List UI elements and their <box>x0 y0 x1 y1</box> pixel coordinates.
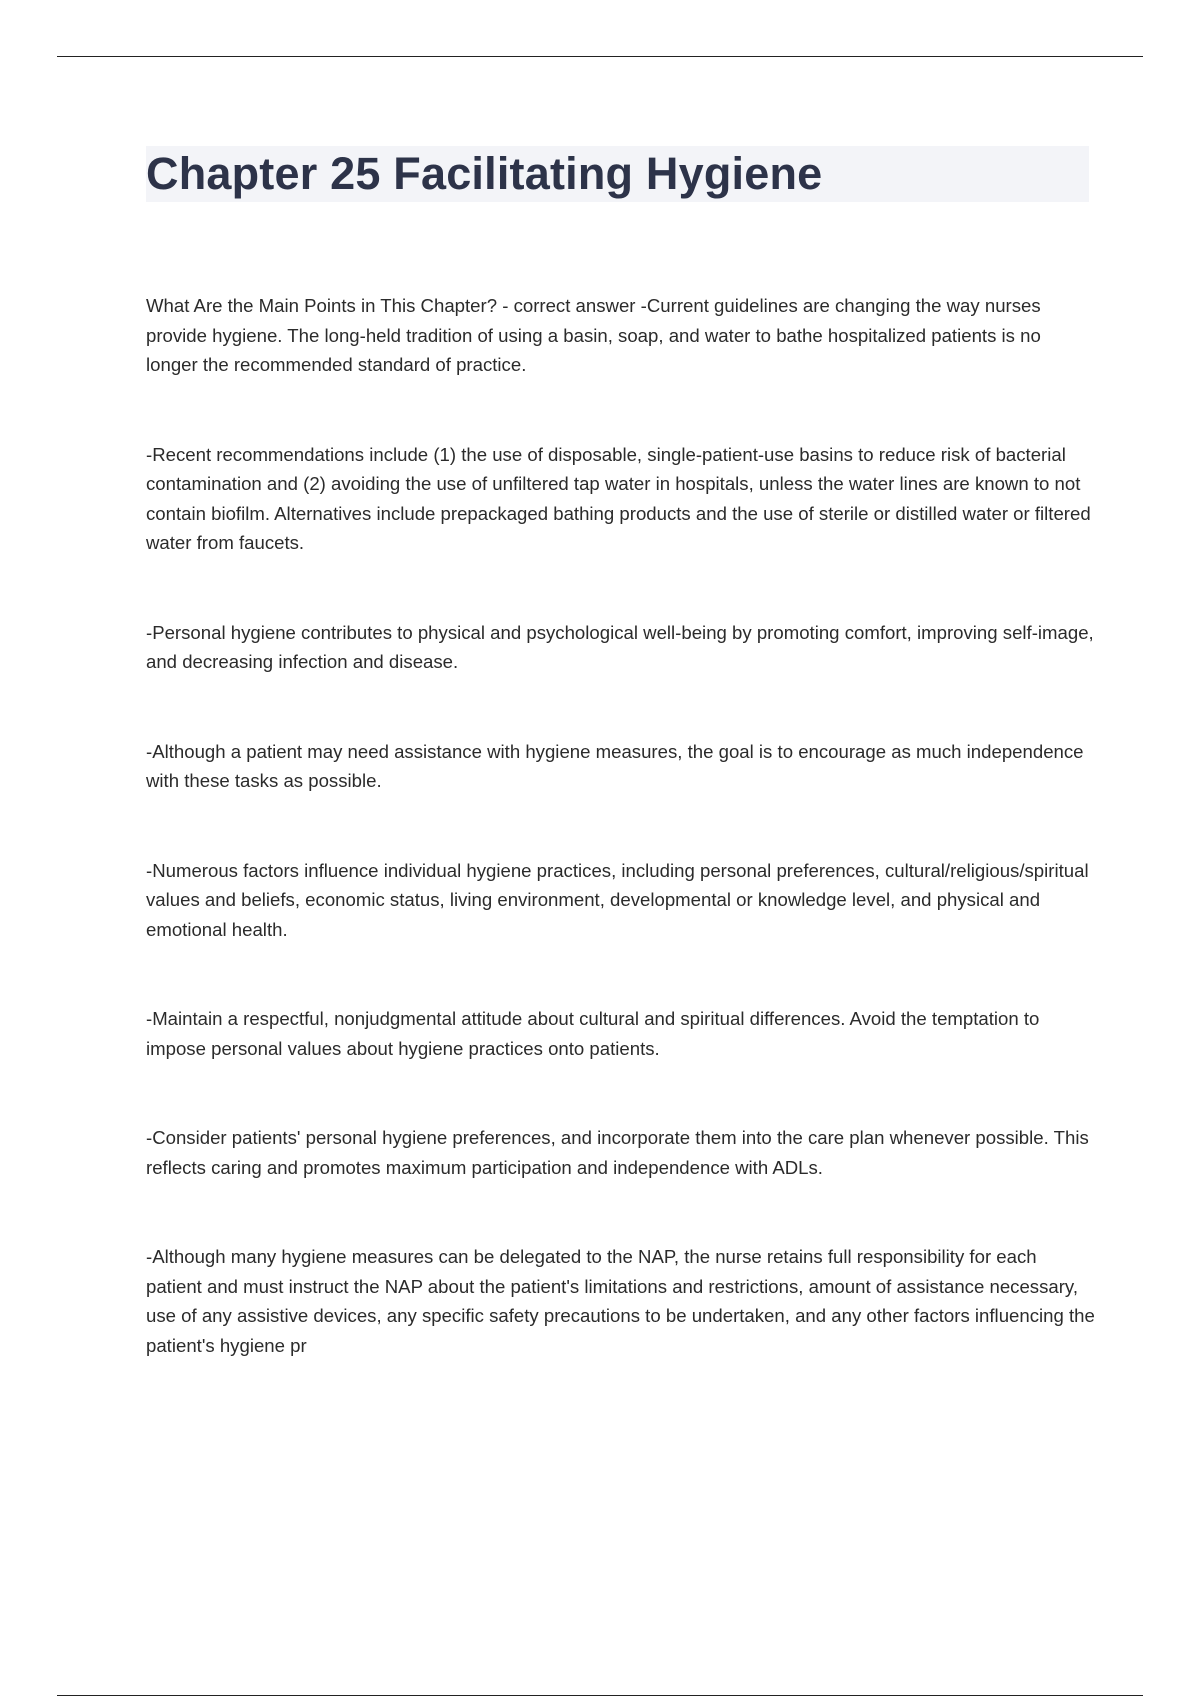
page-title: Chapter 25 Facilitating Hygiene <box>146 148 823 199</box>
paragraph-preferences: -Consider patients' personal hygiene preferences, and incorporate them into the care plan whenever possible. This reflects caring and promotes maximum participation and independence with ADLs. <box>146 1127 1089 1178</box>
paragraph-recommendations: -Recent recommendations include (1) the use of disposable, single-patient-use basins to reduce risk of bacterial contamination and (2) avoiding the use of unfiltered tap water in hospitals, unless the water lines are known to not contain biofilm. Alternatives include prepackaged bathing products and the use of sterile or distilled water or filtered water from faucets. <box>146 443 1091 553</box>
page-bottom-rule <box>57 1695 1143 1696</box>
paragraph-respectful-attitude: -Maintain a respectful, nonjudgmental attitude about cultural and spiritual differences. Avoid the temptation to impose personal values about hygiene practices onto patients. <box>146 1008 1040 1059</box>
paragraph-main-points: What Are the Main Points in This Chapter? - correct answer -Current guidelines are changing the way nurses provide hygiene. The long-held tradition of using a basin, soap, and water to bathe hospitalized patients is no longer the recommended standard of practice. <box>146 295 1041 375</box>
paragraph-factors: -Numerous factors influence individual hygiene practices, including personal preferences, cultural/religious/spiritual values and beliefs, economic status, living environment, developmental or knowledge level, and physical and emotional health. <box>146 859 1089 940</box>
paragraph-personal-hygiene: -Personal hygiene contributes to physical and psychological well-being by promoting comfort, improving self-image, and decreasing infection and disease. <box>146 621 1094 672</box>
document-body <box>146 291 1096 1420</box>
paragraph-delegation: -Although many hygiene measures can be delegated to the NAP, the nurse retains full responsibility for each patient and must instruct the NAP about the patient's limitations and restrictions, amount of assistance necessary, use of any assistive devices, any specific safety precautions to be undertaken, and any other factors influencing the patient's hygiene pr <box>146 1246 1095 1356</box>
page-top-rule <box>57 56 1143 57</box>
paragraph-independence: -Although a patient may need assistance with hygiene measures, the goal is to encourage as much independence with these tasks as possible. <box>146 740 1084 791</box>
